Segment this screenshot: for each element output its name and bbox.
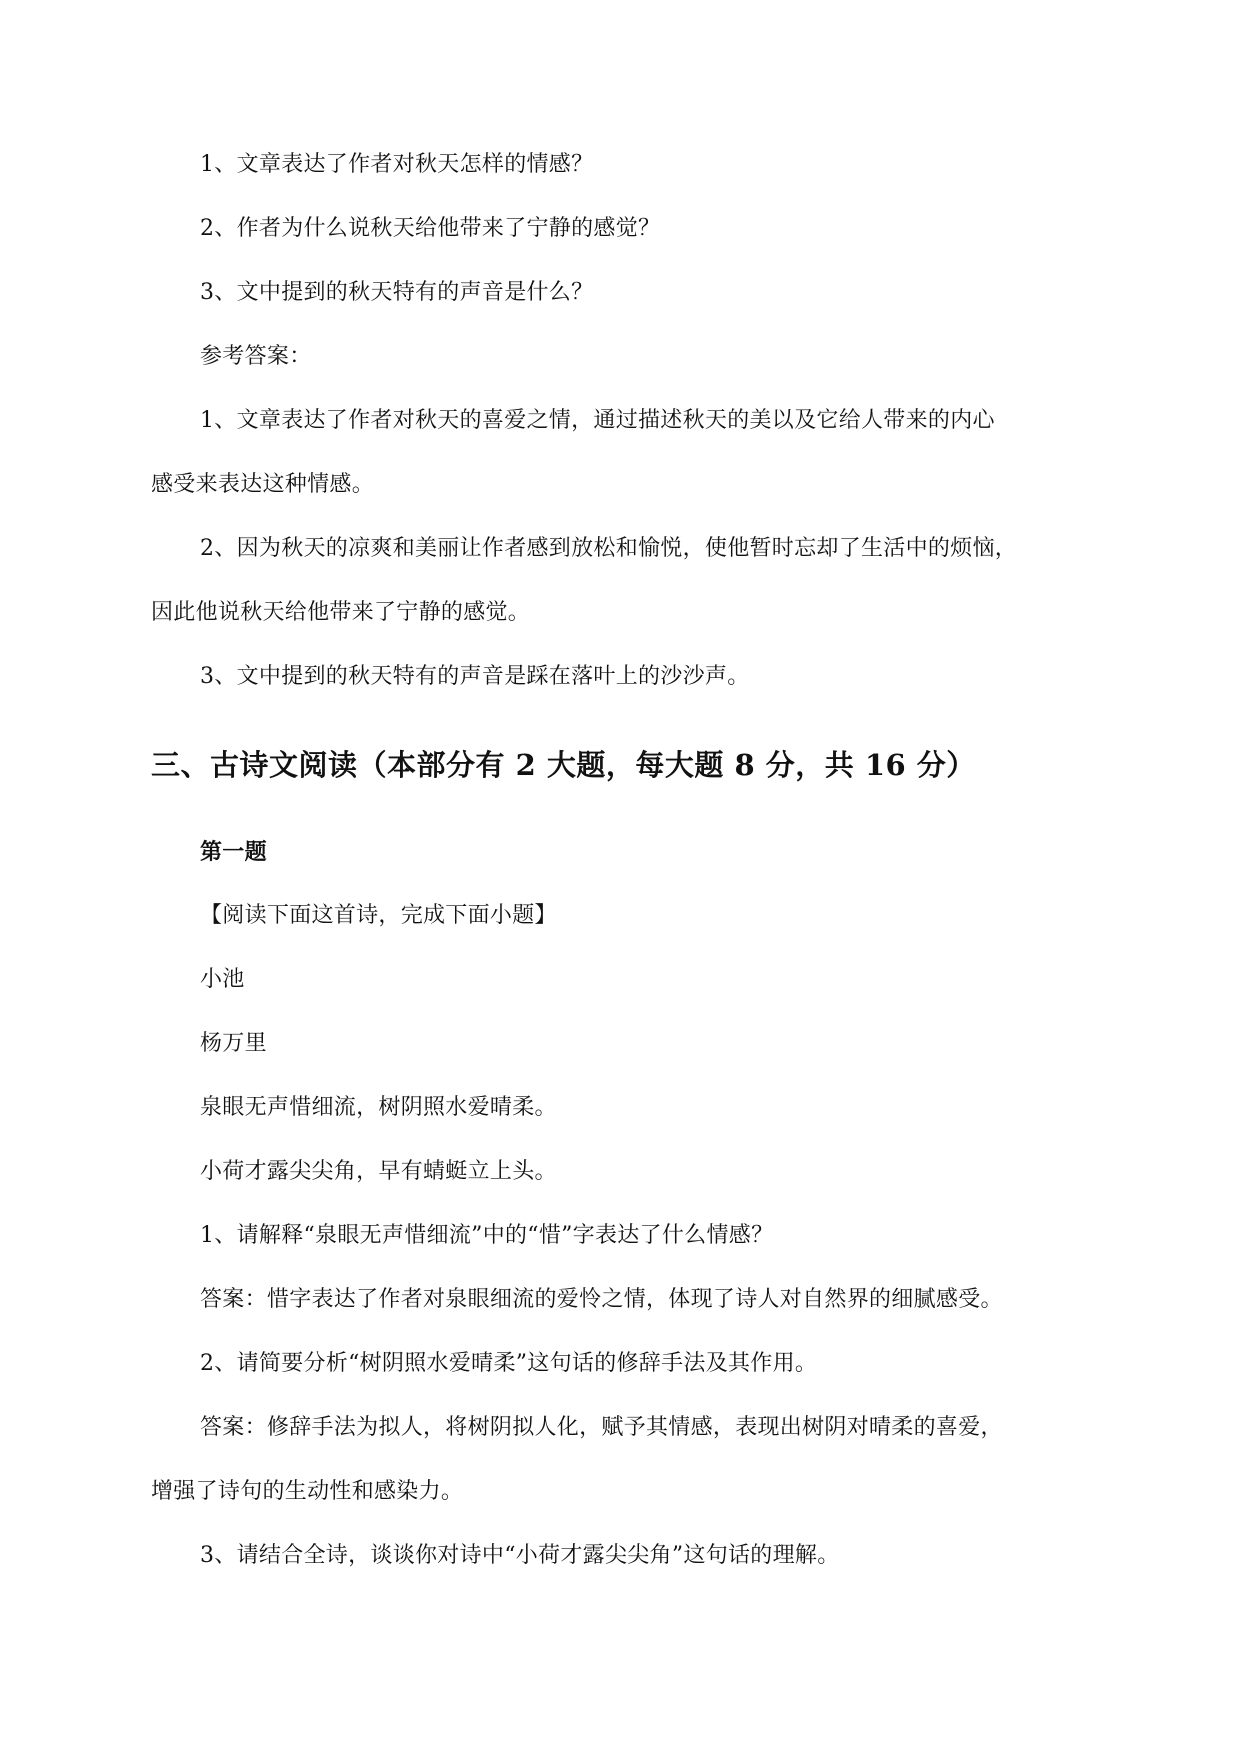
question-group-title: 第一题 bbox=[200, 839, 267, 865]
answer-2-line-2: 因此他说秋天给他带来了宁静的感觉。 bbox=[151, 600, 531, 625]
poem-author: 杨万里 bbox=[200, 1031, 267, 1056]
answer-3: 3、文中提到的秋天特有的声音是踩在落叶上的沙沙声。 bbox=[200, 664, 750, 689]
poem-answer-1: 答案：惜字表达了作者对泉眼细流的爱怜之情，体现了诗人对自然界的细腻感受。 bbox=[200, 1287, 1003, 1312]
question-2: 2、作者为什么说秋天给他带来了宁静的感觉？ bbox=[200, 216, 661, 241]
question-1: 1、文章表达了作者对秋天怎样的情感？ bbox=[200, 152, 594, 177]
poem-answer-2-line-2: 增强了诗句的生动性和感染力。 bbox=[151, 1479, 464, 1504]
poem-question-3: 3、请结合全诗，谈谈你对诗中“小荷才露尖尖角”这句话的理解。 bbox=[200, 1543, 840, 1568]
reading-instruction: 【阅读下面这首诗，完成下面小题】 bbox=[200, 903, 557, 928]
poem-answer-2-line-1: 答案：修辞手法为拟人，将树阴拟人化，赋予其情感，表现出树阴对晴柔的喜爱， bbox=[200, 1415, 1003, 1440]
poem-line-2: 小荷才露尖尖角，早有蜻蜓立上头。 bbox=[200, 1159, 557, 1184]
answer-2-line-1: 2、因为秋天的凉爽和美丽让作者感到放松和愉悦，使他暂时忘却了生活中的烦恼， bbox=[200, 536, 1018, 561]
poem-title: 小池 bbox=[200, 967, 245, 992]
poem-question-2: 2、请简要分析“树阴照水爱晴柔”这句话的修辞手法及其作用。 bbox=[200, 1351, 818, 1376]
question-3: 3、文中提到的秋天特有的声音是什么？ bbox=[200, 280, 594, 305]
answer-1-line-2: 感受来表达这种情感。 bbox=[151, 472, 375, 497]
poem-question-1: 1、请解释“泉眼无声惜细流”中的“惜”字表达了什么情感？ bbox=[200, 1223, 774, 1248]
answer-1-line-1: 1、文章表达了作者对秋天的喜爱之情，通过描述秋天的美以及它给人带来的内心 bbox=[200, 408, 995, 433]
reference-answer-label: 参考答案： bbox=[200, 344, 312, 369]
section-heading: 三、古诗文阅读（本部分有 2 大题，每大题 8 分，共 16 分） bbox=[151, 748, 976, 782]
poem-line-1: 泉眼无声惜细流，树阴照水爱晴柔。 bbox=[200, 1095, 557, 1120]
